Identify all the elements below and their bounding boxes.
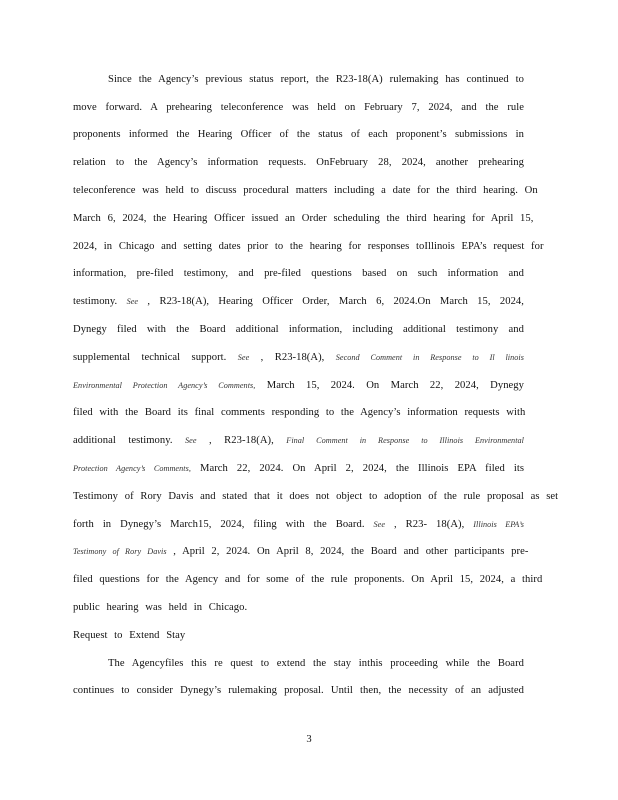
text-line: [73, 101, 524, 115]
text-line: [73, 573, 543, 587]
text-segment: Request to Extend Stay: [73, 630, 186, 641]
text-segment: information, pre-filed testimony, and pre-filed questions based on such information and: [73, 268, 524, 279]
section-heading: [73, 629, 185, 643]
text-segment: filed questions for the Agency and for some of the rule proponents. On April 15, 2024, a third: [73, 574, 543, 585]
text-line: [73, 406, 524, 420]
text-line: [73, 212, 534, 226]
text-segment: additional testimony.: [73, 435, 186, 446]
text-segment: testimony.: [73, 296, 127, 307]
text-segment: , R23-18(A),: [196, 435, 287, 446]
italic-text: Testimony of Rory Davis: [73, 547, 167, 556]
text-segment: March 15, 2024. On March 22, 2024, Dynegy: [255, 380, 524, 391]
text-segment: March 22, 2024. On April 2, 2024, the Illinois EPA filed its: [190, 463, 525, 474]
text-segment: , R23-18(A),: [249, 352, 336, 363]
italic-text: See: [373, 520, 386, 529]
text-segment: , R23- 18(A),: [385, 519, 474, 530]
italic-text: Final Comment in Response to Illinois Environmental: [286, 436, 524, 445]
text-segment: March 6, 2024, the Hearing Officer issued an Order scheduling the third hearing for April 15,: [73, 213, 534, 224]
text-segment: forth in Dynegy’s March15, 2024, filing with the Board.: [73, 519, 374, 530]
text-line: [73, 323, 524, 337]
text-line: [108, 73, 524, 87]
text-line: [73, 434, 524, 448]
text-segment: proponents informed the Hearing Officer of the status of each proponent’s submissions in: [73, 129, 524, 140]
text-segment: , R23-18(A), Hearing Officer Order, March 6, 2024.On March 15, 2024,: [138, 296, 524, 307]
page-number: 3: [306, 734, 312, 745]
italic-text: Environmental Protection Agency’s Comments,: [73, 381, 256, 390]
text-segment: Testimony of Rory Davis and stated that it does not object to adoption of the rule proposal as set: [73, 491, 559, 502]
text-line: [73, 128, 524, 142]
italic-text: See: [185, 436, 197, 445]
text-segment: supplemental technical support.: [73, 352, 238, 363]
text-segment: public hearing was held in Chicago.: [73, 602, 248, 613]
italic-text: See: [237, 353, 250, 362]
text-line: [73, 545, 529, 559]
text-line: [73, 184, 538, 198]
text-segment: relation to the Agency’s information requests. OnFebruary 28, 2024, another prehearing: [73, 157, 524, 168]
text-line: [73, 267, 524, 281]
italic-text: See: [126, 297, 139, 306]
text-segment: The Agencyfiles this re quest to extend the stay inthis proceeding while the Board: [108, 658, 524, 669]
italic-text: Second Comment in Response to Il linois: [335, 353, 524, 362]
text-line: [73, 518, 524, 532]
text-segment: , April 2, 2024. On April 8, 2024, the Board and other participants pre-: [166, 546, 529, 557]
text-segment: filed with the Board its final comments responding to the Agency’s information requests with: [73, 407, 526, 418]
text-line: [73, 684, 524, 698]
italic-text: Illinois EPA’s: [473, 520, 524, 529]
text-segment: move forward. A prehearing teleconference was held on February 7, 2024, and the rule: [73, 102, 524, 113]
text-line: [73, 240, 544, 254]
text-segment: 2024, in Chicago and setting dates prior to the hearing for responses toIllinois EPA’s request for: [73, 241, 544, 252]
text-line: [73, 462, 524, 476]
text-line: [73, 379, 524, 393]
text-segment: continues to consider Dynegy’s rulemaking proposal. Until then, the necessity of an adjusted: [73, 685, 524, 696]
text-line: [73, 156, 524, 170]
text-line: [108, 657, 524, 671]
text-segment: Dynegy filed with the Board additional information, including additional testimony and: [73, 324, 524, 335]
text-line: [73, 351, 524, 365]
text-line: [73, 295, 524, 309]
text-line: [73, 601, 247, 615]
italic-text: Protection Agency’s Comments,: [73, 464, 191, 473]
text-segment: teleconference was held to discuss procedural matters including a date for the third hearing. On: [73, 185, 538, 196]
text-segment: Since the Agency’s previous status report, the R23-18(A) rulemaking has continued to: [108, 74, 524, 85]
text-line: [73, 490, 559, 504]
